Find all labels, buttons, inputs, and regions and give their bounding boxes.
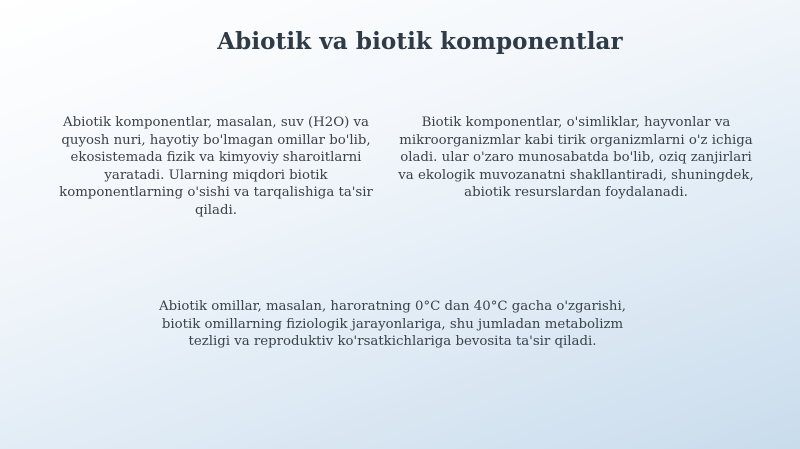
abiotic-paragraph: Abiotik komponentlar, masalan, suv (H2O) va quyosh nuri, hayotiy bo'lmagan omillar bo'lib, ekosistemada fizik va kimyoviy sharoitlarni yaratadi. Ularning miqdori biotik komponentlarning o'sishi va tarqalishiga ta'sir qiladi. (59, 115, 373, 218)
slide-title: Abiotik va biotik komponentlar (217, 28, 623, 55)
biotic-paragraph: Biotik komponentlar, o'simliklar, hayvonlar va mikroorganizmlar kabi tirik organizmlarni o'z ichiga oladi. ular o'zaro munosabatda bo'lib, oziq zanjirlari va ekologik muvozanatni shakllantiradi, shuningdek, abiotik resurslardan foydalanadi. (398, 115, 754, 201)
temperature-paragraph: Abiotik omillar, masalan, haroratning 0°C dan 40°C gacha o'zgarishi, biotik omillarning fiziologik jarayonlariga, shu jumladan metabolizm tezligi va reproduktiv ko'rsatkichlariga bevosita ta'sir qiladi. (159, 299, 626, 350)
